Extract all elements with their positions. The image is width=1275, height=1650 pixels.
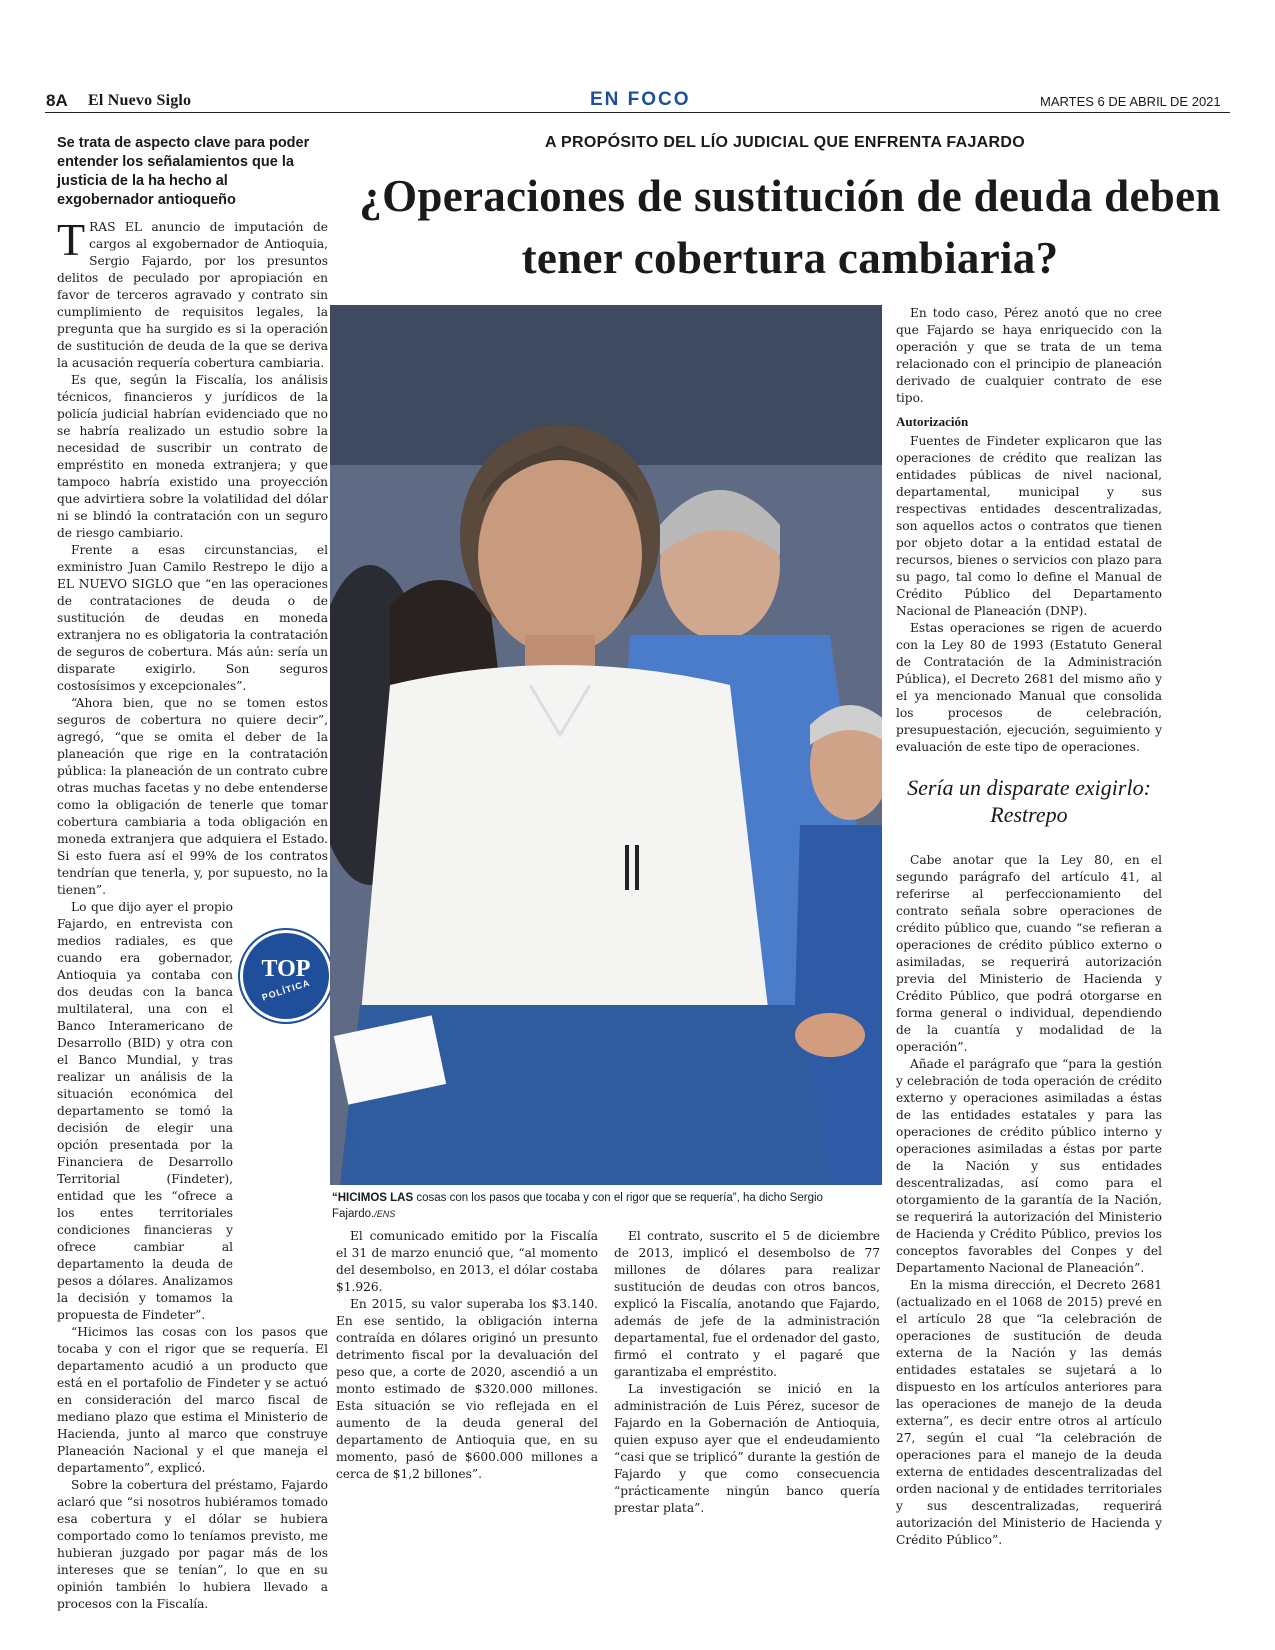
paragraph: El comunicado emitido por la Fiscalía el 31 de marzo enunció que, “al momento del desembolso, en 2013, el dólar costaba $1.926.	[336, 1229, 598, 1294]
paragraph: “Hicimos las cosas con los pasos que tocaba y con el rigor que se requería. El departamento acudió a un producto que está en el portafolio de Findeter y se actuó en consideración del marco fiscal de mediano plazo que estima el Ministerio de Hacienda, junto al marco que construye Planeación Nacional y el que maneja el departamento”, explicó.	[57, 1325, 328, 1475]
drop-cap: T	[57, 214, 86, 265]
issue-date: MARTES 6 DE ABRIL DE 2021	[1040, 94, 1221, 109]
badge-title: TOP	[261, 956, 311, 982]
photo-caption: “HICIMOS LAS cosas con los pasos que tocaba y con el rigor que se requería”, ha dicho Sergio Fajardo./ENS	[332, 1192, 823, 1220]
badge-subtitle: POLÍTICA	[260, 977, 312, 1003]
paragraph: Lo que dijo ayer el propio Fajardo, en entrevista con medios radiales, es que cuando era gobernador, Antioquia ya contaba con dos deudas con la banca multilateral, una con el Banco Interamericano de Desarrollo (BID) y otra con el Banco Mundial, y tras realizar un análisis de la situación económica del departamento se tomó la decisión de elegir una opción presentada por la Financiera de Desarrollo Territorial (Findeter), entidad que les “ofrece a los entes territoriales condiciones financieras y ofrece cambiar al departamento la deuda de pesos a dólares. Analizamos la decisión y tomamos la propuesta de Findeter”.	[57, 900, 233, 1322]
paragraph: El contrato, suscrito el 5 de diciembre de 2013, implicó el desembolso de 77 millones de dólares para realizar sustitución de deudas con otros bancos, explicó la Fiscalía, anotando que Fajardo, además de jefe de la administración departamental, fue el ordenador del gasto, firmó el contrato y el pagaré que garantizaba el empréstito.	[614, 1229, 880, 1379]
page-number: 8A	[46, 91, 68, 110]
paragraph: Estas operaciones se rigen de acuerdo con la Ley 80 de 1993 (Estatuto General de Contratación de la Administración Pública), el Decreto 2681 del mismo año y el ya mencionado Manual que consolida los procesos de celebración, presupuestación, ejecución, seguimiento y evaluación de este tipo de operaciones.	[896, 621, 1162, 754]
paragraph: “Ahora bien, que no se tomen estos seguros de cobertura no quiere decir”, agregó, “que se omita el deber de la planeación que rige en la contratación pública: la planeación de un contrato cubre otras muchas facetas y no debe entenderse como la obligación de tenerle que tomar cobertura cambiaria a toda obligación en moneda extranjera que adquiera el Estado. Si esto fuera así el 99% de los contratos tendrían que tenerla, y, por supuesto, no la tienen”.	[57, 696, 328, 897]
paragraph: Añade el parágrafo que “para la gestión y celebración de toda operación de crédito externo y operaciones asimiladas a éstas de las entidades estatales y para las operaciones de crédito público interno y operaciones asimiladas a éstas por parte de la Nación y sus entidades descentralizadas, así como para el otorgamiento de la garantía de la Nación, se requerirá la autorización del Ministerio de Hacienda y Crédito Público, previos los conceptos favorables del Conpes y del Departamento Nacional de Planeación”.	[896, 1057, 1162, 1275]
top-politica-badge	[240, 930, 332, 1022]
article-headline: ¿Operaciones de sustitución de deuda deben tener cobertura cambiaria?	[359, 171, 1221, 283]
article-column-3	[614, 1228, 880, 1517]
section-label: EN FOCO	[590, 89, 691, 110]
article-column-4	[896, 305, 1162, 1549]
newspaper-name: El Nuevo Siglo	[88, 92, 192, 109]
paragraph: En 2015, su valor superaba los $3.140. En ese sentido, la obligación interna contraída en dólares originó un presunto detrimento fiscal por la devaluación del peso que, a corte de 2020, ascendió a un monto estimado de $320.000 millones. Esta situación se vio reflejada en el aumento de la deuda general del departamento de Antioquia que, en su momento, pasó de $600.000 millones a cerca de $1,2 billones”.	[336, 1297, 598, 1481]
paragraph: En la misma dirección, el Decreto 2681 (actualizado en el 1068 de 2015) prevé en el artículo 28 que “la celebración de operaciones de sustitución de deuda externa de la Nación y las demás entidades estatales se sujetará a lo dispuesto en los artículos anteriores para las operaciones de manejo de la deuda externa”, es decir entre otros al artículo 27, según el cual “la celebración de operaciones para el manejo de la deuda externa de entidades descentralizadas del orden nacional y de entidades territoriales y sus descentralizadas, requerirá autorización del Ministerio de Hacienda y Crédito Público”.	[896, 1278, 1162, 1547]
paragraph: TRAS EL anuncio de imputación de cargos al exgobernador de Antioquia, Sergio Fajardo, por los presuntos delitos de peculado por apropiación en favor de terceros agravado y contrato sin cumplimiento de requisitos legales, la pregunta que ha surgido es si la operación de sustitución de deuda de la que se deriva la acusación requería cobertura cambiaria.	[57, 214, 328, 370]
section-subhead: Autorización	[896, 414, 969, 429]
masthead-rule	[45, 112, 1230, 113]
photo-illustration	[330, 305, 882, 1185]
paragraph: Es que, según la Fiscalía, los análisis técnicos, financieros y jurídicos de la policía judicial habrían evidenciado que no se habría realizado un estudio sobre la necesidad de suscribir un contrato de empréstito en moneda extranjera; y que tampoco habría existido una proyección que advirtiera sobre la volatilidad del dólar ni se blindó la contratación con un seguro de riesgo cambiario.	[57, 373, 328, 540]
article-lede: Se trata de aspecto clave para poder entender los señalamientos que la justicia de la ha hecho al exgobernador antioqueño	[57, 135, 310, 208]
paragraph: Cabe anotar que la Ley 80, en el segundo parágrafo del artículo 41, al referirse al perfeccionamiento del contrato señala sobre operaciones de crédito público que, cuando “se refieran a operaciones de crédito público externo o asimiladas, se requerirá autorización previa del Ministerio de Hacienda y Crédito Público, que podrá otorgarse en forma general o individual, dependiendo de la cuantía y modalidad de la operación”.	[896, 853, 1162, 1054]
paragraph: La investigación se inició en la administración de Luis Pérez, sucesor de Fajardo en la Gobernación de Antioquia, quien expuso ayer que el endeudamiento “casi que se triplicó” durante la gestión de Fajardo y que como consecuencia “prácticamente ningún banco quería prestar plata”.	[614, 1382, 880, 1515]
photo-credit: /ENS	[374, 1209, 396, 1219]
article-column-1	[57, 214, 328, 1613]
paragraph: Frente a esas circunstancias, el exministro Juan Camilo Restrepo le dijo a EL NUEVO SIGLO que “en las operaciones de contrataciones de deuda o de sustitución de deudas en moneda extranjera no es obligatoria la contratación de seguros de cobertura. Más aún: sería un disparate exigirlo. Son seguros costosísimos y excepcionales”.	[57, 543, 328, 693]
article-column-2	[336, 1228, 598, 1483]
paragraph: Fuentes de Findeter explicaron que las operaciones de crédito que realizan las entidades públicas de nivel nacional, departamental, municipal y sus respectivas entidades descentralizadas, son aquellos actos o contratos que tienen por objeto dotar a la entidad estatal de recursos, bienes o servicios con plazo para su pago, tal como lo define el Manual de Crédito Público del Departamento Nacional de Planeación (DNP).	[896, 434, 1162, 618]
article-photo	[330, 305, 882, 1185]
pull-quote: Sería un disparate exigirlo: Restrepo	[907, 775, 1151, 827]
article-kicker: A PROPÓSITO DEL LÍO JUDICIAL QUE ENFRENTA FAJARDO	[545, 134, 1025, 151]
paragraph: Sobre la cobertura del préstamo, Fajardo aclaró que “si nosotros hubiéramos tomado esa cobertura y el dólar se hubiera comportado como lo teníamos previsto, me hubieran juzgado por pagar más de los intereses que se tenían”, lo que en su opinión también lo hubiera llevado a procesos con la Fiscalía.	[57, 1478, 328, 1611]
paragraph: En todo caso, Pérez anotó que no cree que Fajardo se haya enriquecido con la operación y que se trata de un tema relacionado con el principio de planeación derivado de cualquier contrato de ese tipo.	[896, 306, 1162, 405]
